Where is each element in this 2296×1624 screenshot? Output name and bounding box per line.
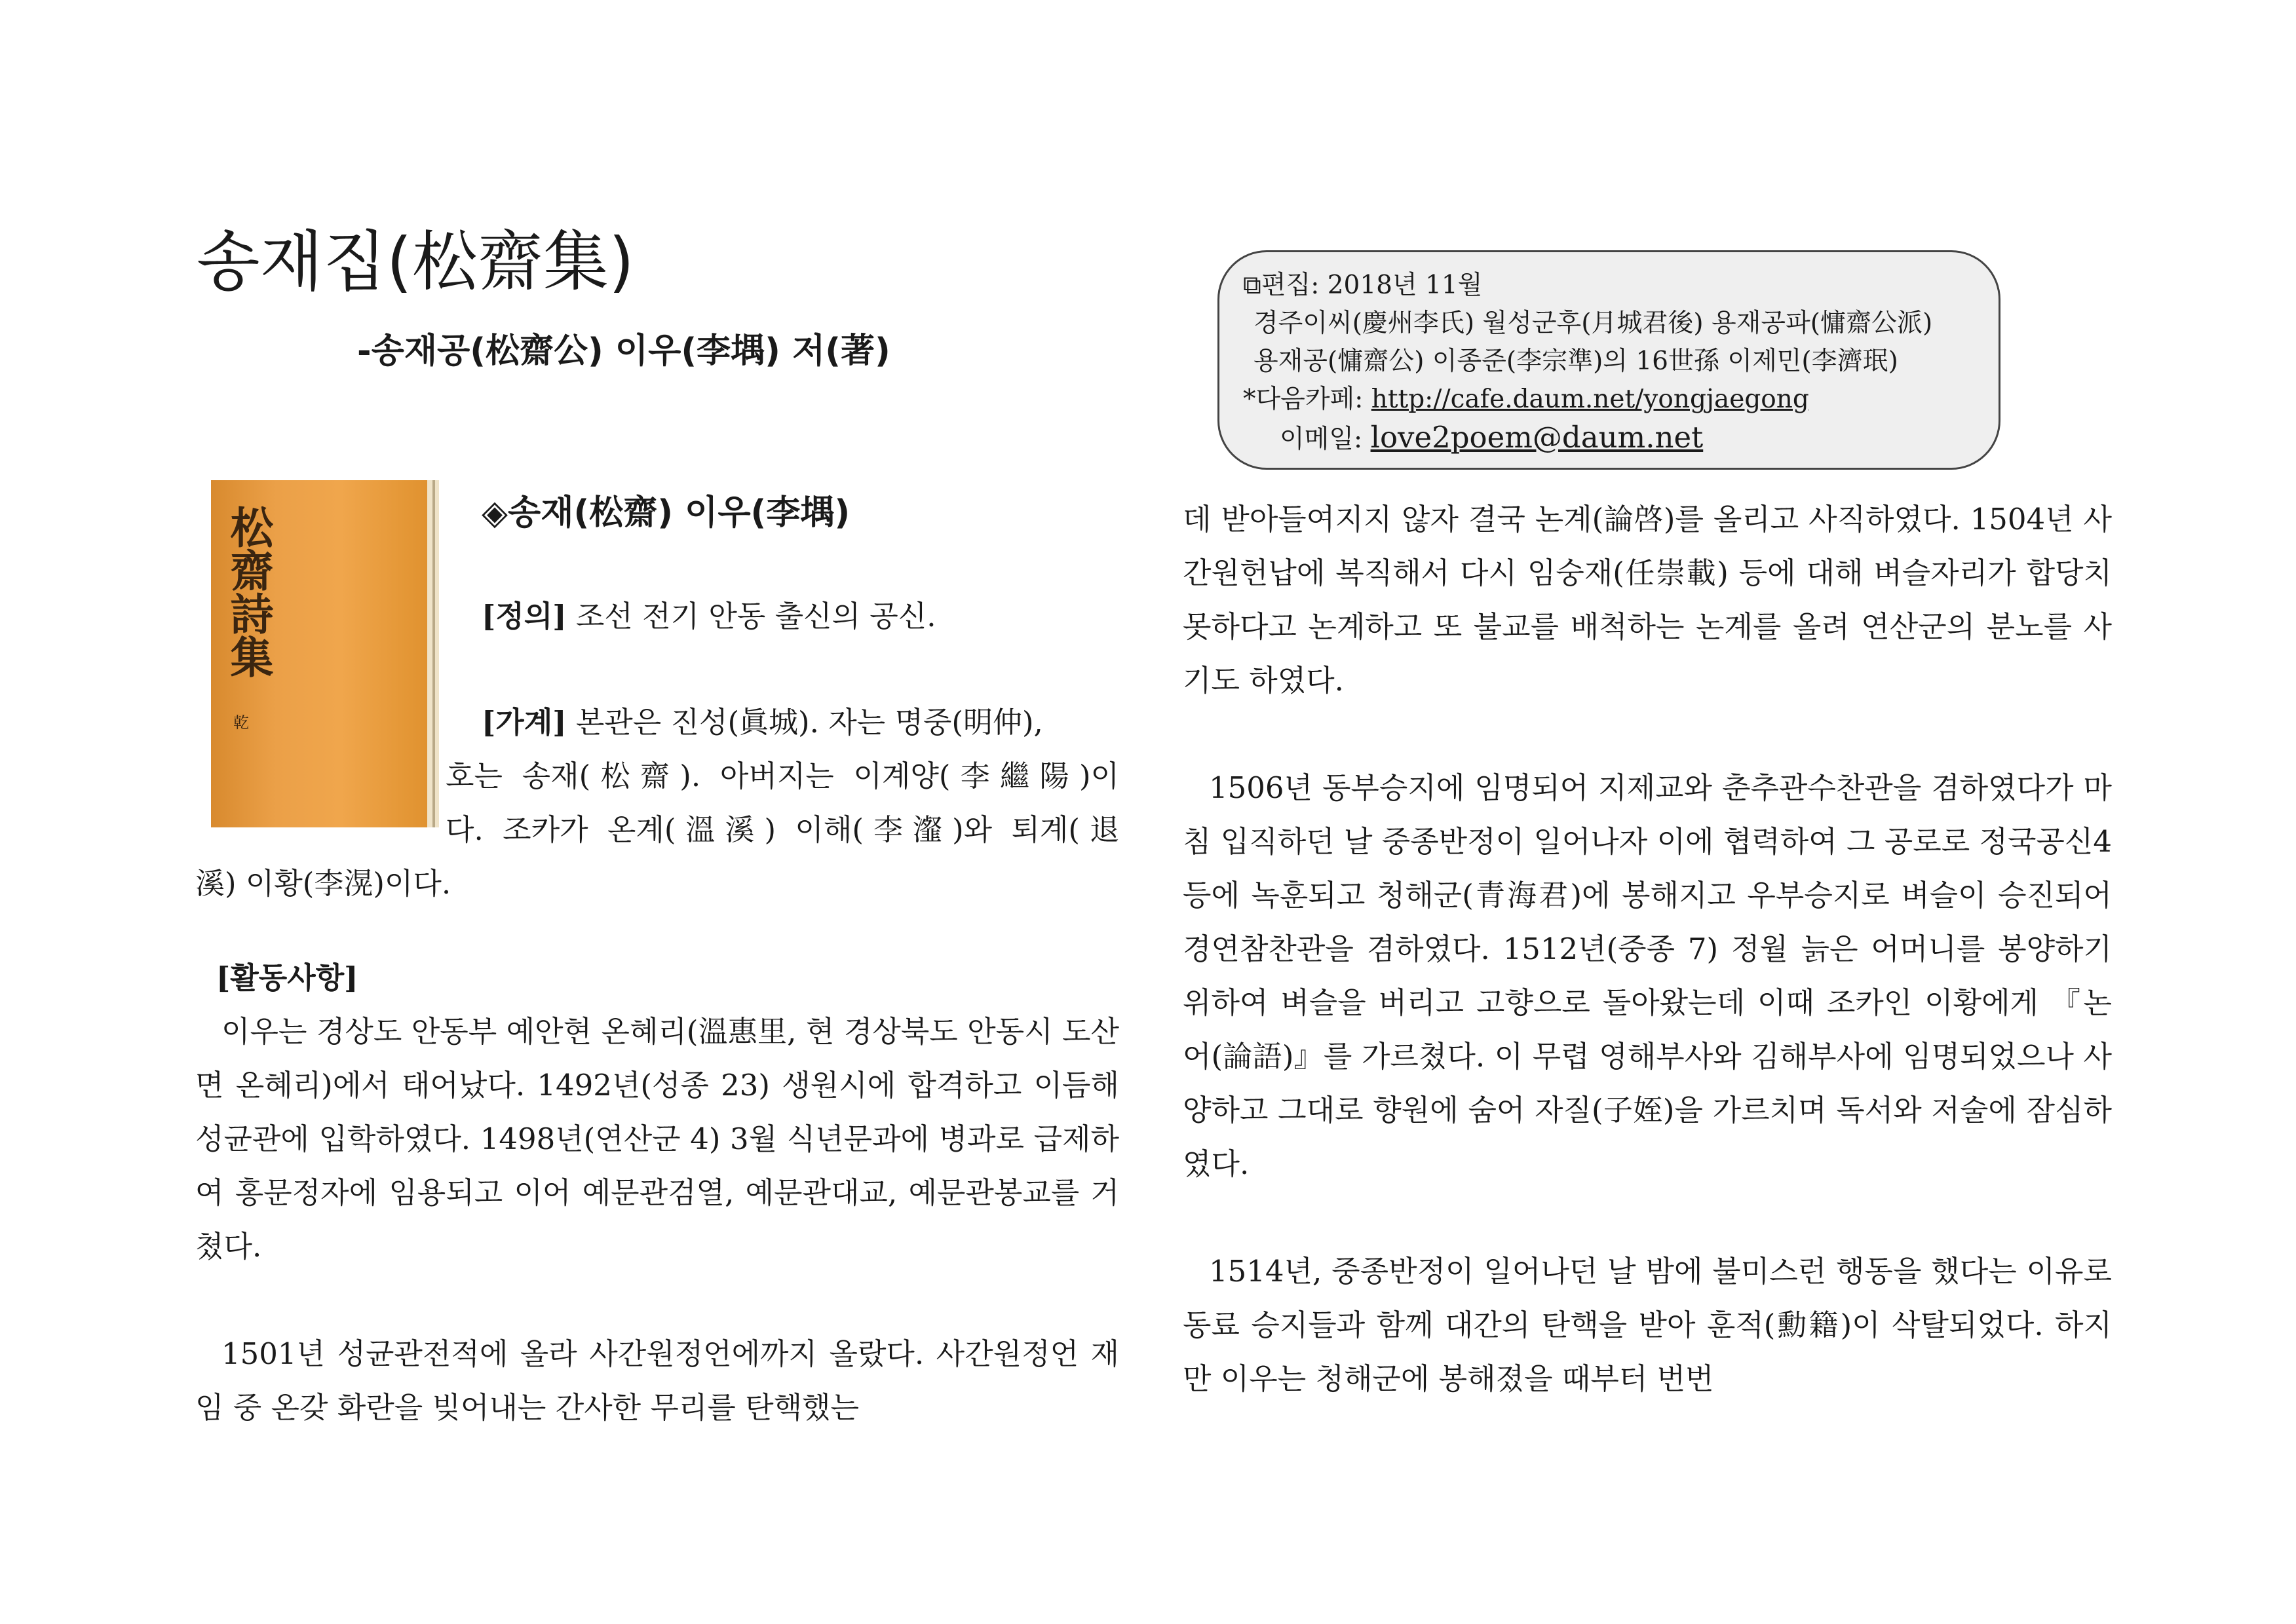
right-paragraph-1: 데 받아들여지지 않자 결국 논계(論啓)를 올리고 사직하였다. 1504년 사간원헌납에 복직해서 다시 임숭재(任崇載) 등에 대해 벼슬자리가 합당치 못하다고 논계하고 또 불교를 배척하는 논계를 올려 연산군의 분노를 사기도 하였다.: [1183, 502, 2112, 698]
family-block: [482, 696, 1119, 749]
email-row: [1243, 419, 1999, 459]
definition-text: 조선 전기 안동 출신의 공신.: [566, 599, 936, 633]
right-paragraph-2: [1183, 761, 2112, 1191]
activity-heading-block: [216, 951, 1140, 1005]
definition-paragraph: [482, 590, 1119, 643]
right-column: [1183, 493, 2112, 1406]
email-label: 이메일:: [1280, 425, 1371, 454]
activity-paragraph-2: [195, 1327, 1119, 1435]
activity-paragraph-1: [195, 1005, 1119, 1274]
book-cover-image: [211, 480, 439, 827]
family-paragraph: [482, 696, 1119, 749]
definition-label: [정의]: [482, 599, 567, 633]
family-line-1: 본관은 진성(眞城). 자는 명중(明仲),: [566, 705, 1043, 740]
editor-info-box: [1217, 250, 2000, 470]
family-line-2: 호는 송재(松齋). 아버지는 이계양(李繼陽)이: [446, 759, 1119, 793]
cafe-row: [1243, 381, 1999, 419]
book-spine: [432, 480, 435, 827]
right-text-2: 1506년 동부승지에 임명되어 지제교와 춘추관수찬관을 겸하였다가 마침 입직하던 날 중종반정이 일어나자 이에 협력하여 그 공로로 정국공신4등에 녹훈되고 청해군(青海君)에 봉해지고 우부승지로 벼슬이 승진되어 경연참찬관을 겸하였다. 1512년(중종 7) 정월 늙은 어머니를 봉양하기 위하여 벼슬을 버리고 고향으로 돌아왔는데 이때 조카인 이황에게 『논어(論語)』를 가르쳤다. 이 무렵 영해부사와 김해부사에 임명되었으나 사양하고 그대로 향원에 숨어 자질(子姪)을 가르치며 독서와 저술에 잠심하였다.: [1183, 770, 2113, 1181]
book-cover-title: 松齋詩集: [223, 505, 274, 678]
family-line-4: 溪) 이황(李滉)이다.: [195, 866, 451, 901]
edit-date-row: [1243, 267, 1999, 305]
cafe-link[interactable]: http://cafe.daum.net/yongjaegong: [1371, 385, 1809, 414]
document-icon: ⧉: [1243, 271, 1261, 300]
activity-heading: [216, 951, 1140, 1005]
activity-label: [활동사항]: [216, 960, 358, 995]
email-link[interactable]: love2poem@daum.net: [1370, 420, 1704, 455]
right-paragraph-3: [1183, 1245, 2112, 1406]
activity-block: [195, 1005, 1119, 1435]
section-heading: ◈송재(松齋) 이우(李堣): [482, 493, 851, 533]
activity-text-2: 1501년 성균관전적에 올라 사간원정언에까지 올랐다. 사간원정언 재임 중 온갖 화란을 빚어내는 간사한 무리를 탄핵했는: [195, 1336, 1119, 1425]
edit-date: 편집: 2018년 11월: [1261, 271, 1483, 300]
document-title: 송재집(松齋集): [197, 223, 634, 300]
document-subtitle: -송재공(松齋公) 이우(李堣) 저(著): [357, 331, 890, 371]
cafe-label: *다음카페:: [1243, 385, 1371, 414]
right-text-3: 1514년, 중종반정이 일어나던 날 밤에 불미스런 행동을 했다는 이유로 동료 승지들과 함께 대간의 탄핵을 받아 훈적(勳籍)이 삭탈되었다. 하지만 이우는 청해군에 봉해졌을 때부터 번번: [1183, 1254, 2112, 1396]
family-block-end: [195, 857, 1119, 911]
lineage-line: 경주이씨(慶州李氏) 월성군후(月城君後) 용재공파(慵齋公派): [1253, 309, 1933, 338]
family-block-cont: [446, 749, 1119, 857]
activity-text-1: 이우는 경상도 안동부 예안현 온혜리(溫惠里, 현 경상북도 안동시 도산면 온혜리)에서 태어났다. 1492년(성종 23) 생원시에 합격하고 이듬해 성균관에 입학하였다. 1498년(연산군 4) 3월 식년문과에 병과로 급제하여 홍문정자에 임용되고 이어 예문관검열, 예문관대교, 예문관봉교를 거쳤다.: [195, 1014, 1119, 1264]
definition-block: [482, 590, 1119, 643]
family-line-3: 다. 조카가 온계(溫溪) 이해(李瀣)와 퇴계(退: [446, 812, 1119, 847]
book-cover-mark: 乾: [233, 713, 249, 732]
family-label: [가계]: [482, 705, 567, 740]
author-line: 용재공(慵齋公) 이종준(李宗準)의 16世孫 이제민(李濟珉): [1253, 347, 1898, 376]
